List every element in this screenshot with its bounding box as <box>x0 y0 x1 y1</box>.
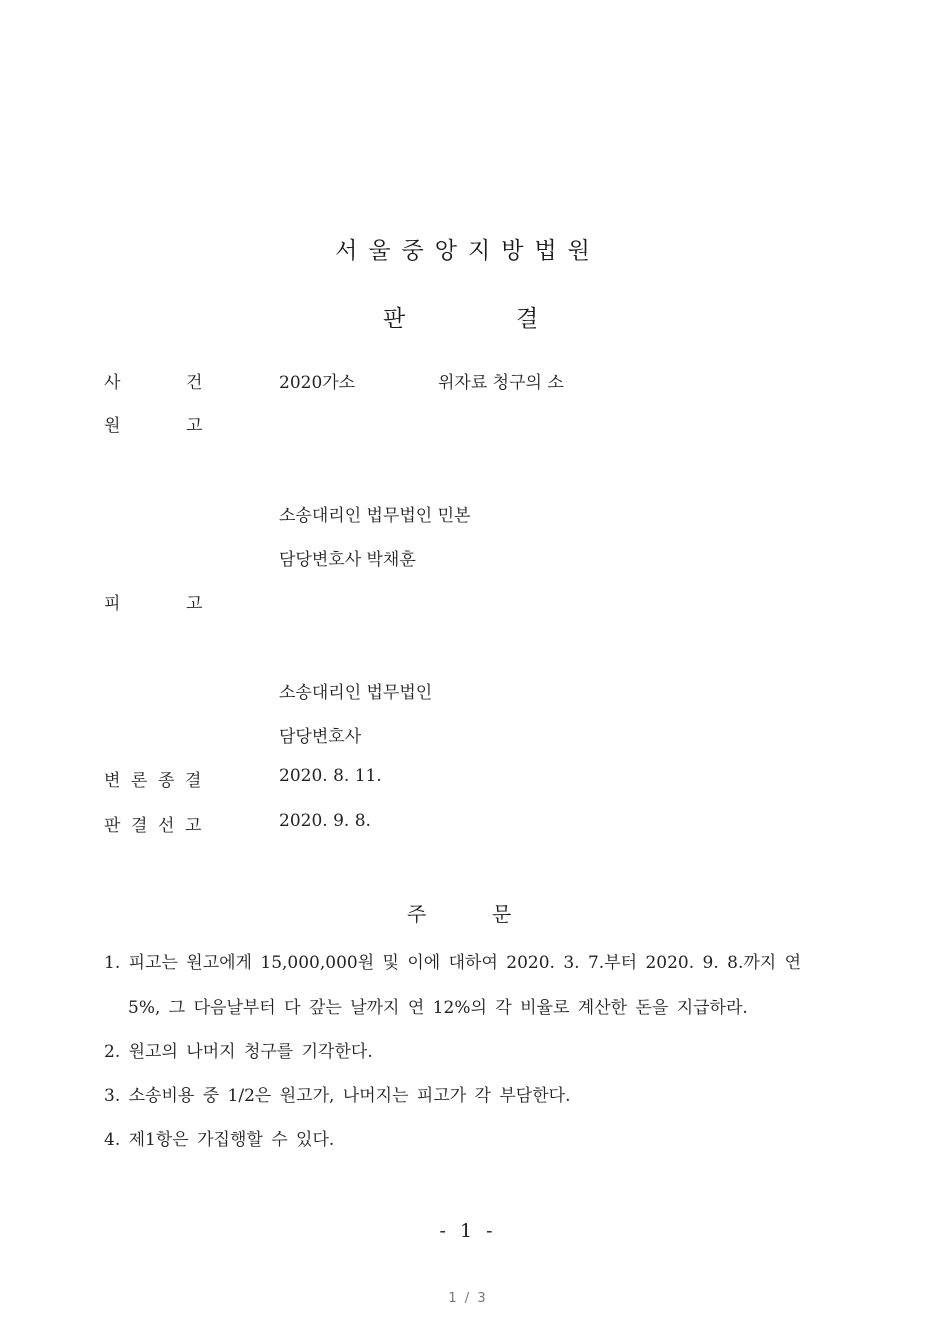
case-label-char: 사 <box>104 373 121 393</box>
plaintiff-agent-row <box>0 501 936 527</box>
order-item-4: 4. 제1항은 가집행할 수 있다. <box>104 1130 335 1150</box>
order-item-3: 3. 소송비용 중 1/2은 원고가, 나머지는 피고가 각 부담한다. <box>104 1086 571 1106</box>
closing-row <box>0 766 936 792</box>
closing-label-char: 론 <box>131 771 148 791</box>
judgment-label-char: 선 <box>158 816 175 836</box>
document-title-left: 판 <box>383 306 406 332</box>
case-claim: 위자료 청구의 소 <box>438 373 564 393</box>
plaintiff-lawyer: 담당변호사 박채훈 <box>279 550 416 570</box>
page-number: - 1 - <box>439 1220 497 1242</box>
judgment-row <box>0 811 936 837</box>
closing-label-char: 변 <box>104 771 121 791</box>
defendant-lawyer-row <box>0 722 936 748</box>
plaintiff-label-char: 고 <box>186 416 203 436</box>
order-item-1-continued: 5%, 그 다음날부터 다 갚는 날까지 연 12%의 각 비율로 계산한 돈을 지급하라. <box>128 998 748 1018</box>
judgment-label-char: 결 <box>131 816 148 836</box>
plaintiff-row <box>0 411 936 437</box>
pager-indicator: 1 / 3 <box>448 1291 488 1306</box>
plaintiff-label-char: 원 <box>104 416 121 436</box>
closing-label-char: 종 <box>158 771 175 791</box>
order-item-1: 1. 피고는 원고에게 15,000,000원 및 이에 대하여 2020. 3. 7.부터 2020. 9. 8.까지 연 <box>104 953 802 973</box>
closing-date: 2020. 8. 11. <box>279 766 382 786</box>
plaintiff-lawyer-row <box>0 545 936 571</box>
order-title-left: 주 <box>407 902 427 926</box>
judgment-date: 2020. 9. 8. <box>279 811 371 831</box>
order-title-right: 문 <box>492 902 512 926</box>
defendant-agent: 소송대리인 법무법인 <box>279 683 433 703</box>
case-row <box>0 368 936 394</box>
plaintiff-agent: 소송대리인 법무법인 민본 <box>279 506 471 526</box>
closing-label-char: 결 <box>185 771 202 791</box>
document-title-right: 결 <box>516 306 539 332</box>
defendant-row <box>0 589 936 615</box>
court-name: 서울중앙지방법원 <box>335 238 601 264</box>
defendant-label-char: 피 <box>104 594 121 614</box>
order-item-2: 2. 원고의 나머지 청구를 기각한다. <box>104 1042 373 1062</box>
defendant-label-char: 고 <box>186 594 203 614</box>
case-label-char: 건 <box>186 373 203 393</box>
case-number: 2020가소 <box>279 373 356 393</box>
defendant-lawyer: 담당변호사 <box>279 727 362 747</box>
judgment-label-char: 고 <box>185 816 202 836</box>
defendant-agent-row <box>0 678 936 704</box>
judgment-label-char: 판 <box>104 816 121 836</box>
